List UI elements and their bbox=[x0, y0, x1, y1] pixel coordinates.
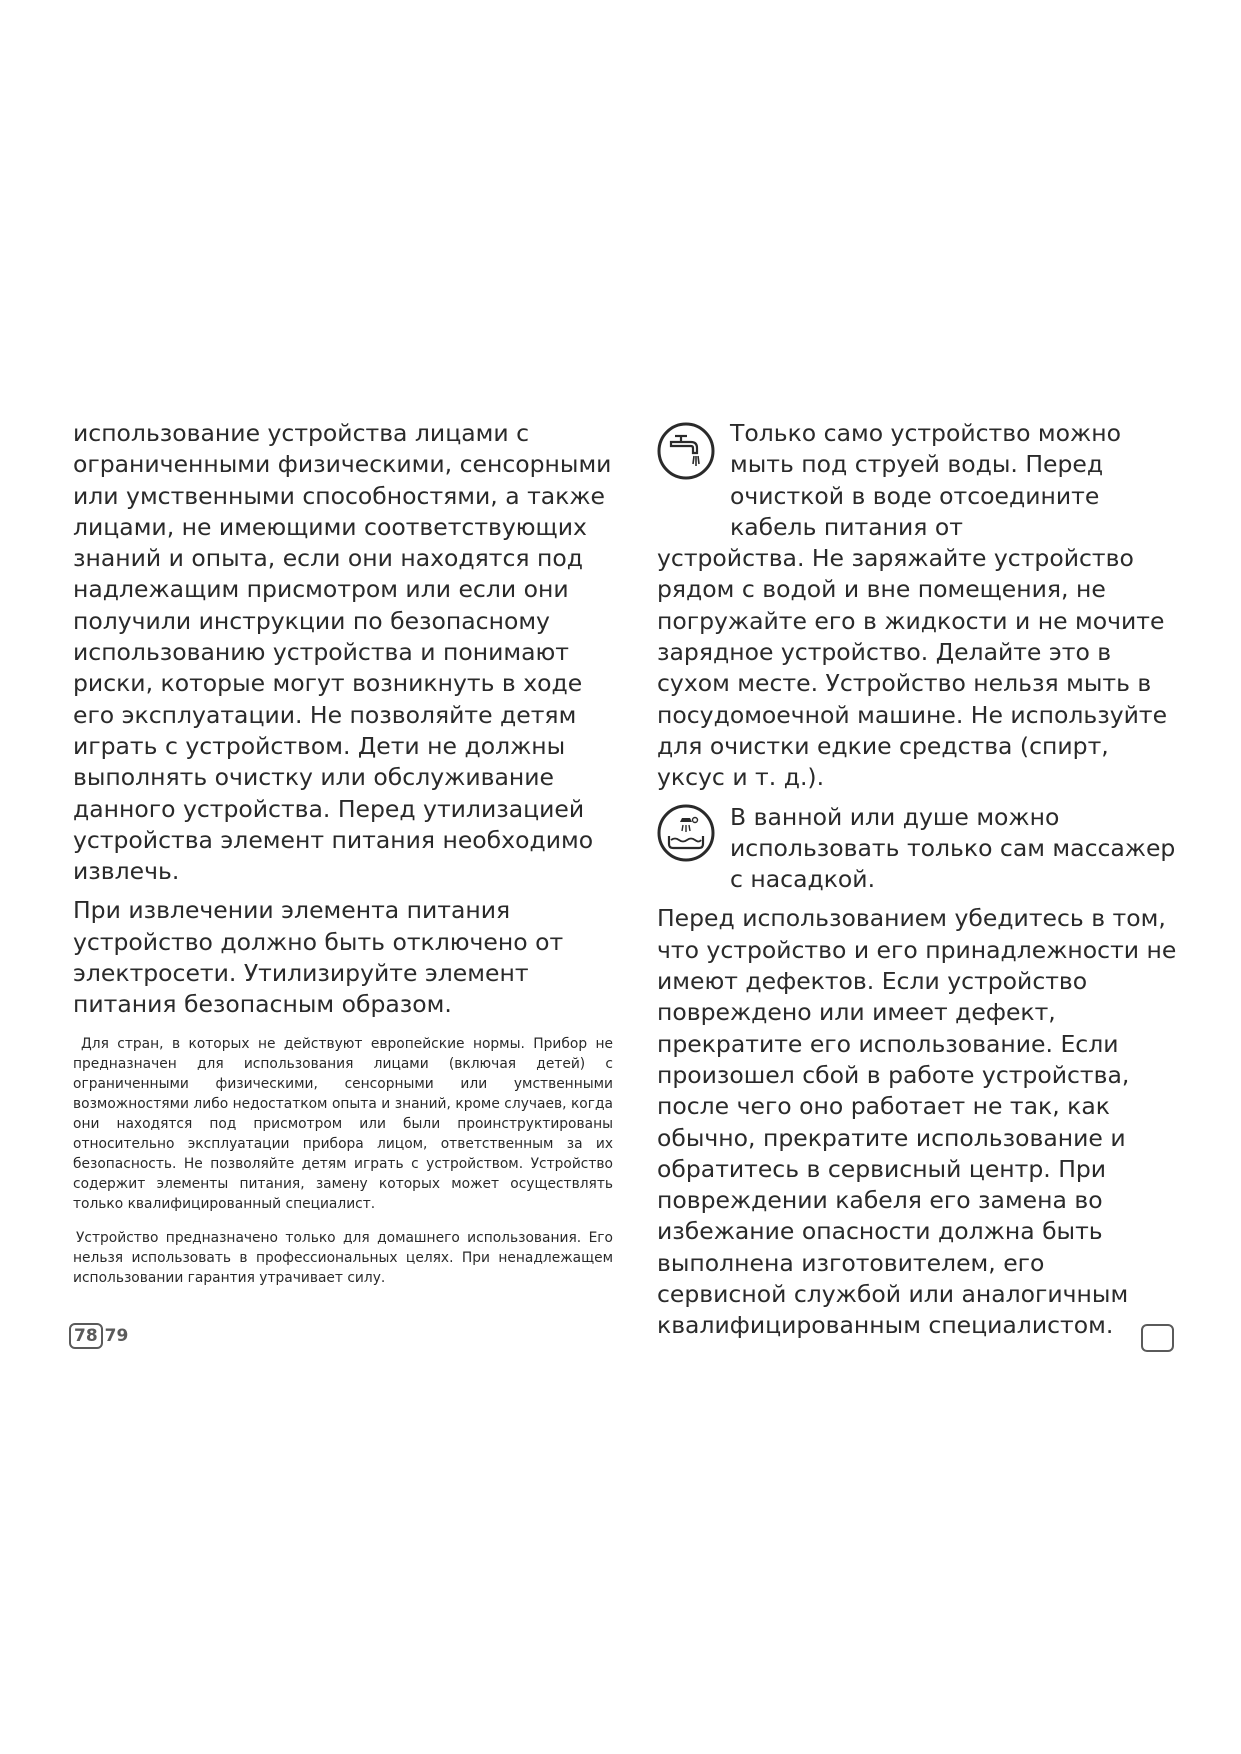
right-paragraph-1-continued: устройства. Не заряжайте устройство рядом с водой и вне помещения, не погружайте его в жидкости и не мочите зарядное устройство. Делайте это в сухом месте. Устройство нельзя мыть в посудомоечной машине. Не используйте для очистки едкие средства (спирт, уксус и т. д.). bbox=[657, 544, 1168, 792]
tap-warning-text: Только само устройство можно мыть под струей воды. Перед очисткой в воде отсоедините кабель питания от bbox=[730, 419, 1121, 541]
left-paragraph-1: использование устройства лицами с ограниченными физическими, сенсорными или умственными способностями, а также лицами, не имеющими соответствующих знаний и опыта, если они находятся под надлежащим присмотром или если они получили инструкции по безопасному использованию устройства и понимают риски, которые могут возникнуть в ходе его эксплуатации. Не позволяйте детям играть с устройством. Дети не должны выполнять очистку или обслуживание данного устройства. Перед утилизацией устройства элемент питания необходимо извлечь. bbox=[73, 419, 612, 886]
bath-warning-text: В ванной или душе можно использовать только сам массажер с насадкой. bbox=[730, 802, 1176, 894]
right-page-marker bbox=[1141, 1324, 1174, 1352]
right-column bbox=[657, 418, 1177, 1342]
tap-warning-block bbox=[657, 418, 1177, 543]
current-page-number: 78 bbox=[69, 1323, 103, 1349]
bath-warning-block bbox=[657, 802, 1177, 896]
bath-shower-icon bbox=[657, 804, 715, 862]
tap-water-icon bbox=[657, 422, 715, 480]
left-paragraph-2: При извлечении элемента питания устройство должно быть отключено от электросети. Утилизируйте элемент питания безопасным образом. bbox=[73, 896, 564, 1019]
next-page-number: 79 bbox=[104, 1326, 129, 1346]
page-number bbox=[69, 1323, 128, 1349]
left-column bbox=[73, 418, 613, 1288]
left-small-note-2: Устройство предназначено только для домашнего использования. Его нельзя использовать в профессиональных целях. При ненадлежащем использовании гарантия утрачивает силу. bbox=[73, 1229, 613, 1286]
right-paragraph-3: Перед использованием убедитесь в том, что устройство и его принадлежности не имеют дефектов. Если устройство повреждено или имеет дефект, прекратите его использование. Если произошел сбой в работе устройства, после чего оно работает не так, как обычно, прекратите использование и обратитесь в сервисный центр. При повреждении кабеля его замена во избежание опасности должна быть выполнена изготовителем, его сервисной службой или аналогичным квалифицированным специалистом. bbox=[657, 904, 1177, 1340]
left-small-note-1: Для стран, в которых не действуют европейские нормы. Прибор не предназначен для использования лицами (включая детей) с ограниченными физическими, сенсорными или умственными возможностями либо недостатком опыта и знаний, кроме случаев, когда они находятся под присмотром или были проинструктированы относительно эксплуатации прибора лицом, ответственным за их безопасность. Не позволяйте детям играть с устройством. Устройство содержит элементы питания, замену которых может осуществлять только квалифицированный специалист. bbox=[73, 1035, 613, 1212]
